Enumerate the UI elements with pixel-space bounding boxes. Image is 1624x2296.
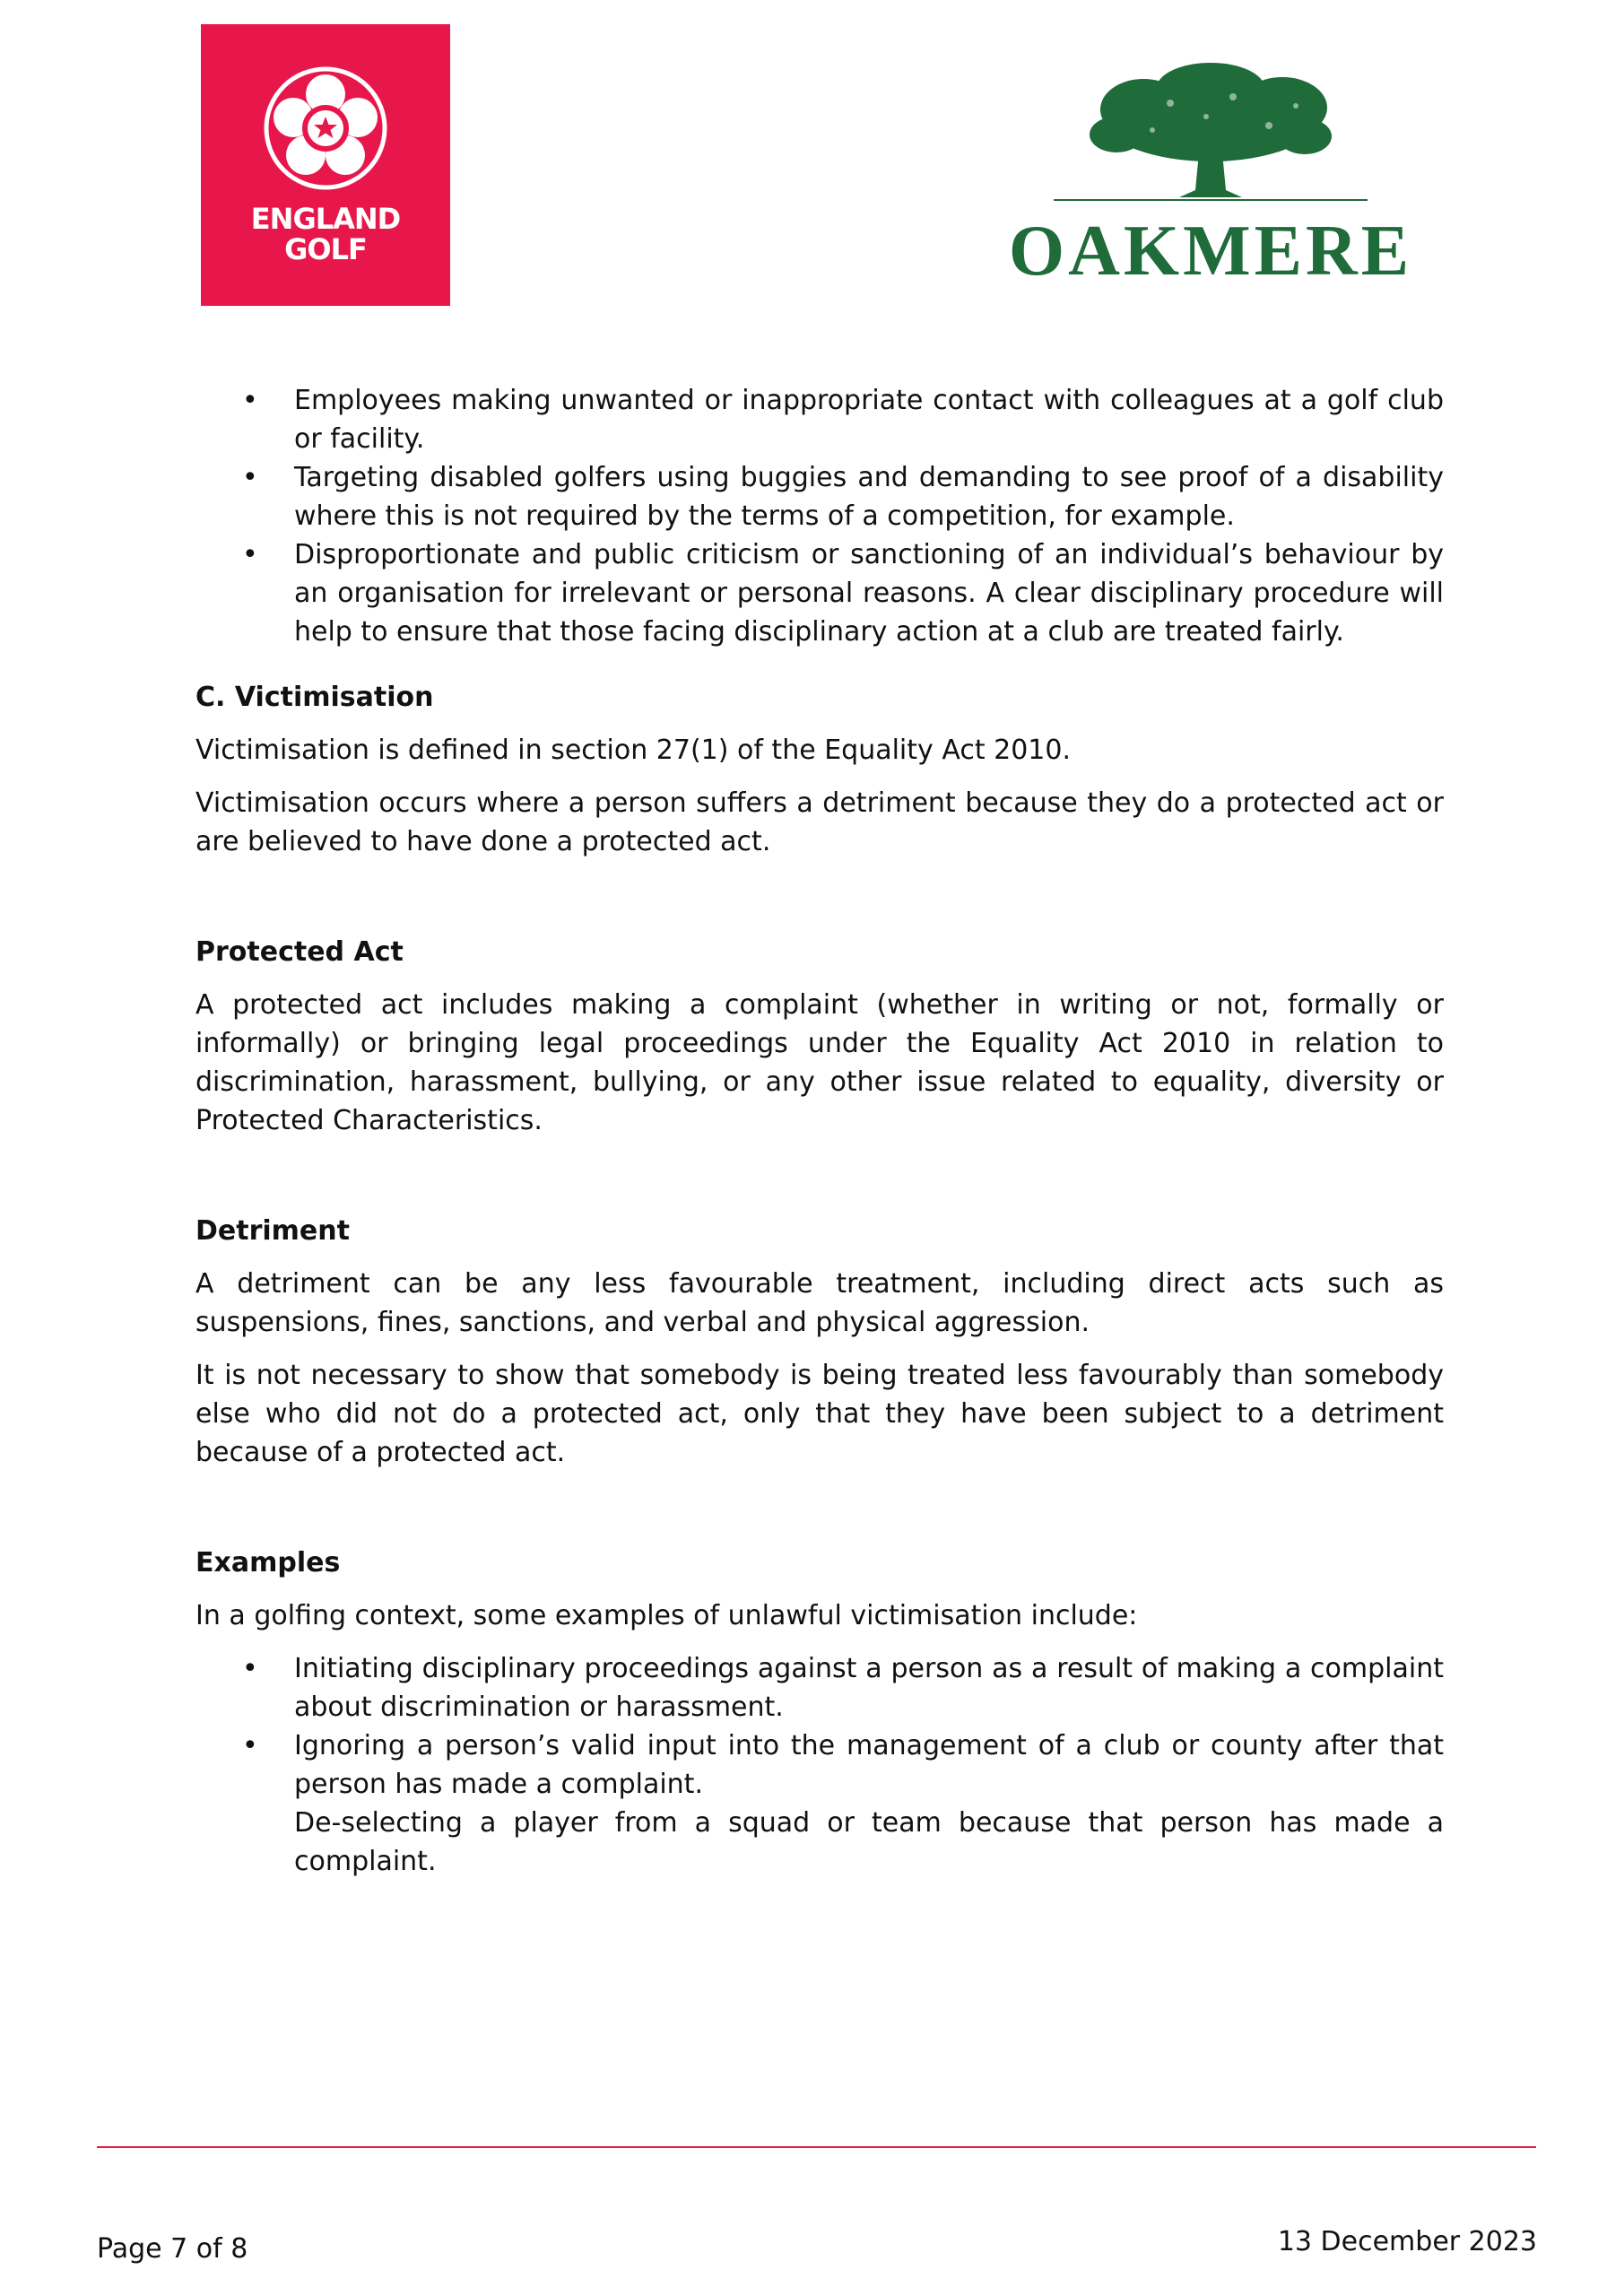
list-item: • Disproportionate and public criticism or sanctioning of an individual’s behaviour by an organisation for irrelevant or personal reasons. A clear disciplinary procedure will help to ensure that those facing disciplinary action at a club are treated fairly. (294, 535, 1444, 651)
list-item: • Targeting disabled golfers using buggies and demanding to see proof of a disability where this is not required by the terms of a competition, for example. (294, 458, 1444, 535)
bullet-icon: • (242, 1730, 258, 1761)
bullet-icon: • (242, 539, 258, 570)
detriment-paragraph-1: A detriment can be any less favourable treatment, including direct acts such as suspensions, fines, sanctions, and verbal and physical aggression. (195, 1268, 1444, 1338)
detriment-paragraph-2: It is not necessary to show that somebody is being treated less favourably than somebody else who did not do a protected act, only that they have been subject to a detriment because of a protected act. (195, 1360, 1444, 1468)
rose-emblem-icon (201, 24, 450, 204)
document-date: 13 December 2023 (1277, 2226, 1537, 2257)
victimisation-description: Victimisation occurs where a person suffers a detriment because they do a protected act or are believed to have done a protected act. (195, 787, 1444, 857)
document-body (195, 381, 1444, 1881)
examples-intro: In a golfing context, some examples of unlawful victimisation include: (195, 1600, 1138, 1631)
protected-act-heading: Protected Act (195, 936, 404, 968)
england-golf-logo (201, 24, 450, 306)
page-number: Page 7 of 8 (97, 2233, 248, 2265)
footer-rule (97, 2146, 1536, 2148)
victimisation-definition: Victimisation is defined in section 27(1) of the Equality Act 2010. (195, 735, 1071, 766)
list-item: • Initiating disciplinary proceedings against a person as a result of making a complaint about discrimination or harassment. (294, 1649, 1444, 1726)
bullet-icon: • (242, 385, 258, 416)
victimisation-heading: C. Victimisation (195, 682, 434, 713)
oakmere-logo (1000, 63, 1421, 291)
examples-heading: Examples (195, 1547, 341, 1578)
protected-act-paragraph: A protected act includes making a complaint (whether in writing or not, formally or informally) or bringing legal proceedings under the Equality Act 2010 in relation to discrimination, harassment, bullying, or any other issue related to equality, diversity or Protected Characteristics. (195, 989, 1444, 1136)
examples-bullet-list (195, 1649, 1444, 1881)
list-item-continuation: De-selecting a player from a squad or team because that person has made a complaint. (294, 1807, 1444, 1877)
detriment-heading: Detriment (195, 1215, 350, 1247)
oakmere-logo-name: OAKMERE (1008, 212, 1413, 291)
england-golf-logo-line1: ENGLAND (250, 202, 401, 236)
list-item: • Ignoring a person’s valid input into the management of a club or county after that person has made a complaint. (294, 1726, 1444, 1804)
list-item: • Employees making unwanted or inappropriate contact with colleagues at a golf club or facility. (294, 381, 1444, 458)
bullet-icon: • (242, 1653, 258, 1684)
england-golf-logo-line2: GOLF (284, 232, 367, 266)
bullet-icon: • (242, 462, 258, 493)
intro-bullet-list (195, 381, 1444, 651)
oak-tree-icon (1000, 63, 1421, 215)
